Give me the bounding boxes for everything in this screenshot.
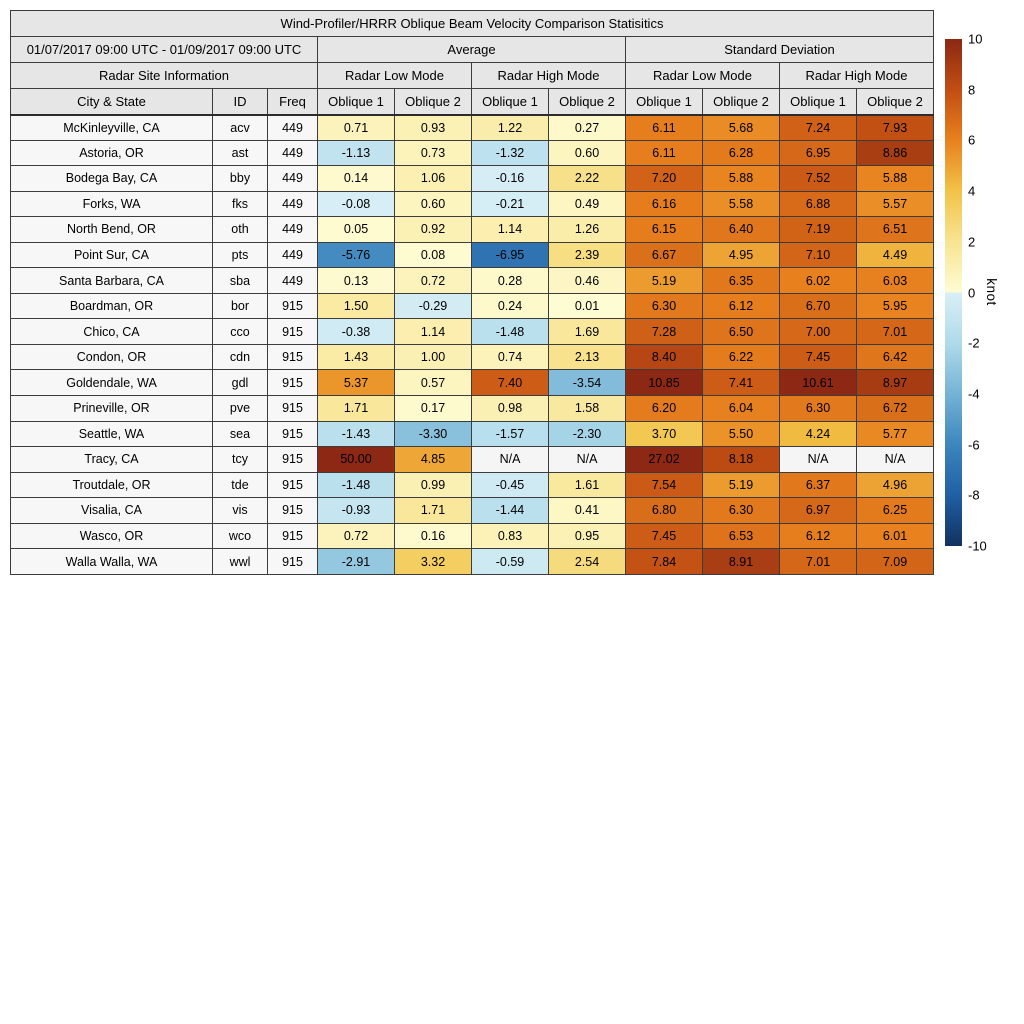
value-cell: 7.28 [626,319,703,345]
value-cell: 6.42 [857,344,934,370]
freq-cell: 449 [268,166,318,192]
value-cell: 0.24 [472,293,549,319]
col-header-oblique1: Oblique 1 [318,89,395,115]
value-cell: 4.49 [857,242,934,268]
value-cell: 0.14 [318,166,395,192]
value-cell: 1.50 [318,293,395,319]
table-row [11,447,934,473]
freq-cell: 449 [268,217,318,243]
freq-cell: 449 [268,242,318,268]
table-row [11,191,934,217]
value-cell: 0.08 [395,242,472,268]
value-cell: 1.69 [549,319,626,345]
col-header-id: ID [213,89,268,115]
city-cell: Astoria, OR [11,140,213,166]
value-cell: 6.30 [703,498,780,524]
table-row [11,498,934,524]
value-cell: 0.71 [318,115,395,141]
city-cell: Condon, OR [11,344,213,370]
col-header-oblique2: Oblique 2 [395,89,472,115]
value-cell: 6.30 [780,396,857,422]
col-header-oblique2: Oblique 2 [857,89,934,115]
site-id-cell: sea [213,421,268,447]
value-cell: 10.61 [780,370,857,396]
value-cell: 8.97 [857,370,934,396]
site-id-cell: gdl [213,370,268,396]
value-cell: N/A [472,447,549,473]
value-cell: 0.49 [549,191,626,217]
city-cell: North Bend, OR [11,217,213,243]
value-cell: 1.22 [472,115,549,141]
site-id-cell: bor [213,293,268,319]
value-cell: 6.02 [780,268,857,294]
value-cell: 7.93 [857,115,934,141]
freq-cell: 915 [268,293,318,319]
value-cell: 7.41 [703,370,780,396]
value-cell: 1.71 [318,396,395,422]
table-row [11,319,934,345]
value-cell: 6.70 [780,293,857,319]
value-cell: -5.76 [318,242,395,268]
value-cell: 1.14 [472,217,549,243]
value-cell: 5.68 [703,115,780,141]
value-cell: 0.41 [549,498,626,524]
value-cell: 7.10 [780,242,857,268]
value-cell: 6.15 [626,217,703,243]
value-cell: 6.88 [780,191,857,217]
freq-cell: 915 [268,549,318,575]
table-row [11,523,934,549]
value-cell: 0.28 [472,268,549,294]
value-cell: 0.72 [318,523,395,549]
value-cell: 6.51 [857,217,934,243]
value-cell: 5.50 [703,421,780,447]
value-cell: -0.08 [318,191,395,217]
colorbar-tick-label: 0 [968,285,976,300]
freq-cell: 449 [268,115,318,141]
table-title: Wind-Profiler/HRRR Oblique Beam Velocity Comparison Statisitics [11,11,934,37]
table-row [11,242,934,268]
value-cell: 0.93 [395,115,472,141]
city-cell: Visalia, CA [11,498,213,524]
value-cell: 0.72 [395,268,472,294]
value-cell: 6.95 [780,140,857,166]
value-cell: 6.04 [703,396,780,422]
value-cell: 6.80 [626,498,703,524]
table-row [11,370,934,396]
value-cell: 0.60 [395,191,472,217]
freq-cell: 449 [268,191,318,217]
date-range: 01/07/2017 09:00 UTC - 01/09/2017 09:00 UTC [11,37,318,63]
value-cell: -2.30 [549,421,626,447]
value-cell: 27.02 [626,447,703,473]
freq-cell: 915 [268,447,318,473]
colorbar-tick-label: 4 [968,183,976,199]
value-cell: -1.48 [318,472,395,498]
value-cell: 4.95 [703,242,780,268]
site-info-header: Radar Site Information [11,63,318,89]
value-cell: -0.38 [318,319,395,345]
freq-cell: 915 [268,498,318,524]
value-cell: 6.12 [780,523,857,549]
site-id-cell: ast [213,140,268,166]
value-cell: 6.01 [857,523,934,549]
colorbar-tick-label: -2 [968,335,980,351]
site-id-cell: tcy [213,447,268,473]
site-id-cell: fks [213,191,268,217]
value-cell: 0.27 [549,115,626,141]
value-cell: -6.95 [472,242,549,268]
value-cell: -1.44 [472,498,549,524]
value-cell: 0.60 [549,140,626,166]
value-cell: 7.24 [780,115,857,141]
site-id-cell: pve [213,396,268,422]
value-cell: -1.32 [472,140,549,166]
value-cell: 6.25 [857,498,934,524]
value-cell: 6.12 [703,293,780,319]
table-row [11,344,934,370]
city-cell: Seattle, WA [11,421,213,447]
value-cell: 6.22 [703,344,780,370]
value-cell: 0.17 [395,396,472,422]
site-id-cell: oth [213,217,268,243]
title-row [11,11,934,37]
group-header-row [11,37,934,63]
col-header-city: City & State [11,89,213,115]
mode-header-std-low: Radar Low Mode [626,63,780,89]
site-id-cell: tde [213,472,268,498]
value-cell: N/A [780,447,857,473]
group-header-average: Average [318,37,626,63]
value-cell: 6.97 [780,498,857,524]
city-cell: Boardman, OR [11,293,213,319]
colorbar-tick-label: -4 [968,386,980,402]
value-cell: 0.98 [472,396,549,422]
value-cell: 0.99 [395,472,472,498]
freq-cell: 915 [268,344,318,370]
value-cell: 5.19 [626,268,703,294]
value-cell: 7.40 [472,370,549,396]
value-cell: -0.16 [472,166,549,192]
value-cell: -1.48 [472,319,549,345]
value-cell: 8.86 [857,140,934,166]
value-cell: 6.35 [703,268,780,294]
value-cell: 1.14 [395,319,472,345]
col-header-oblique2: Oblique 2 [703,89,780,115]
value-cell: 5.88 [857,166,934,192]
site-id-cell: vis [213,498,268,524]
site-id-cell: cco [213,319,268,345]
value-cell: 4.24 [780,421,857,447]
colorbar-tick-label: 6 [968,132,976,148]
table-row [11,293,934,319]
freq-cell: 915 [268,370,318,396]
site-id-cell: bby [213,166,268,192]
value-cell: -3.30 [395,421,472,447]
table-row [11,115,934,141]
table-body [11,115,934,575]
value-cell: 7.19 [780,217,857,243]
freq-cell: 449 [268,140,318,166]
value-cell: 0.16 [395,523,472,549]
value-cell: 6.11 [626,140,703,166]
value-cell: 6.50 [703,319,780,345]
value-cell: 7.00 [780,319,857,345]
city-cell: Point Sur, CA [11,242,213,268]
value-cell: 0.73 [395,140,472,166]
value-cell: 0.83 [472,523,549,549]
mode-header-avg-high: Radar High Mode [472,63,626,89]
site-id-cell: wco [213,523,268,549]
table-row [11,472,934,498]
value-cell: N/A [857,447,934,473]
colorbar-tick-label: 2 [968,234,976,250]
value-cell: -1.13 [318,140,395,166]
value-cell: 0.95 [549,523,626,549]
value-cell: 6.03 [857,268,934,294]
colorbar-tick-label: -6 [968,437,980,453]
value-cell: -1.43 [318,421,395,447]
mode-header-row [11,63,934,89]
value-cell: 6.53 [703,523,780,549]
value-cell: 6.28 [703,140,780,166]
freq-cell: 915 [268,396,318,422]
city-cell: Goldendale, WA [11,370,213,396]
value-cell: -3.54 [549,370,626,396]
value-cell: 0.74 [472,344,549,370]
value-cell: 5.19 [703,472,780,498]
value-cell: 2.39 [549,242,626,268]
col-header-oblique2: Oblique 2 [549,89,626,115]
value-cell: -1.57 [472,421,549,447]
value-cell: 0.92 [395,217,472,243]
value-cell: 50.00 [318,447,395,473]
value-cell: -0.29 [395,293,472,319]
value-cell: -0.93 [318,498,395,524]
value-cell: 6.37 [780,472,857,498]
value-cell: 7.54 [626,472,703,498]
site-id-cell: wwl [213,549,268,575]
value-cell: 7.45 [780,344,857,370]
value-cell: 2.54 [549,549,626,575]
site-id-cell: pts [213,242,268,268]
value-cell: 0.05 [318,217,395,243]
value-cell: 5.57 [857,191,934,217]
value-cell: 6.20 [626,396,703,422]
table-row [11,268,934,294]
value-cell: 7.45 [626,523,703,549]
value-cell: 7.01 [857,319,934,345]
col-header-oblique1: Oblique 1 [472,89,549,115]
table-row [11,140,934,166]
table-row [11,217,934,243]
value-cell: 7.84 [626,549,703,575]
colorbar-tick-label: -10 [968,538,987,554]
value-cell: 5.95 [857,293,934,319]
column-header-row [11,89,934,115]
mode-header-avg-low: Radar Low Mode [318,63,472,89]
city-cell: Walla Walla, WA [11,549,213,575]
city-cell: Tracy, CA [11,447,213,473]
value-cell: -0.21 [472,191,549,217]
stats-table [10,10,934,575]
site-id-cell: acv [213,115,268,141]
value-cell: -0.59 [472,549,549,575]
value-cell: 3.32 [395,549,472,575]
value-cell: 0.13 [318,268,395,294]
value-cell: 0.01 [549,293,626,319]
value-cell: 1.61 [549,472,626,498]
col-header-oblique1: Oblique 1 [626,89,703,115]
value-cell: 5.37 [318,370,395,396]
colorbar-tick-label: -8 [968,487,980,503]
table-row [11,421,934,447]
value-cell: 3.70 [626,421,703,447]
value-cell: -2.91 [318,549,395,575]
table-row [11,166,934,192]
value-cell: 1.58 [549,396,626,422]
value-cell: 1.00 [395,344,472,370]
value-cell: 1.43 [318,344,395,370]
freq-cell: 915 [268,421,318,447]
value-cell: 7.09 [857,549,934,575]
value-cell: 6.67 [626,242,703,268]
col-header-freq: Freq [268,89,318,115]
value-cell: 1.06 [395,166,472,192]
mode-header-std-high: Radar High Mode [780,63,934,89]
colorbar-unit-label: knot [984,278,999,306]
city-cell: Bodega Bay, CA [11,166,213,192]
value-cell: 6.40 [703,217,780,243]
city-cell: Troutdale, OR [11,472,213,498]
freq-cell: 449 [268,268,318,294]
city-cell: Santa Barbara, CA [11,268,213,294]
site-id-cell: cdn [213,344,268,370]
value-cell: 7.01 [780,549,857,575]
freq-cell: 915 [268,472,318,498]
value-cell: 2.22 [549,166,626,192]
value-cell: 6.72 [857,396,934,422]
value-cell: 6.16 [626,191,703,217]
city-cell: Chico, CA [11,319,213,345]
city-cell: Wasco, OR [11,523,213,549]
col-header-oblique1: Oblique 1 [780,89,857,115]
value-cell: 5.88 [703,166,780,192]
freq-cell: 915 [268,319,318,345]
value-cell: 5.77 [857,421,934,447]
freq-cell: 915 [268,523,318,549]
colorbar-tick-label: 10 [968,31,983,47]
value-cell: 10.85 [626,370,703,396]
value-cell: 0.57 [395,370,472,396]
value-cell: 6.11 [626,115,703,141]
table-row [11,396,934,422]
colorbar-tick-label: 8 [968,82,976,98]
value-cell: 8.18 [703,447,780,473]
value-cell: 6.30 [626,293,703,319]
value-cell: 1.26 [549,217,626,243]
value-cell: 8.40 [626,344,703,370]
value-cell: 2.13 [549,344,626,370]
group-header-standard-deviation: Standard Deviation [626,37,934,63]
colorbar [945,39,962,546]
site-id-cell: sba [213,268,268,294]
city-cell: McKinleyville, CA [11,115,213,141]
value-cell: N/A [549,447,626,473]
value-cell: 7.20 [626,166,703,192]
value-cell: 5.58 [703,191,780,217]
value-cell: 4.85 [395,447,472,473]
table-row [11,549,934,575]
value-cell: 8.91 [703,549,780,575]
value-cell: 4.96 [857,472,934,498]
value-cell: 7.52 [780,166,857,192]
city-cell: Prineville, OR [11,396,213,422]
value-cell: 1.71 [395,498,472,524]
city-cell: Forks, WA [11,191,213,217]
value-cell: -0.45 [472,472,549,498]
value-cell: 0.46 [549,268,626,294]
